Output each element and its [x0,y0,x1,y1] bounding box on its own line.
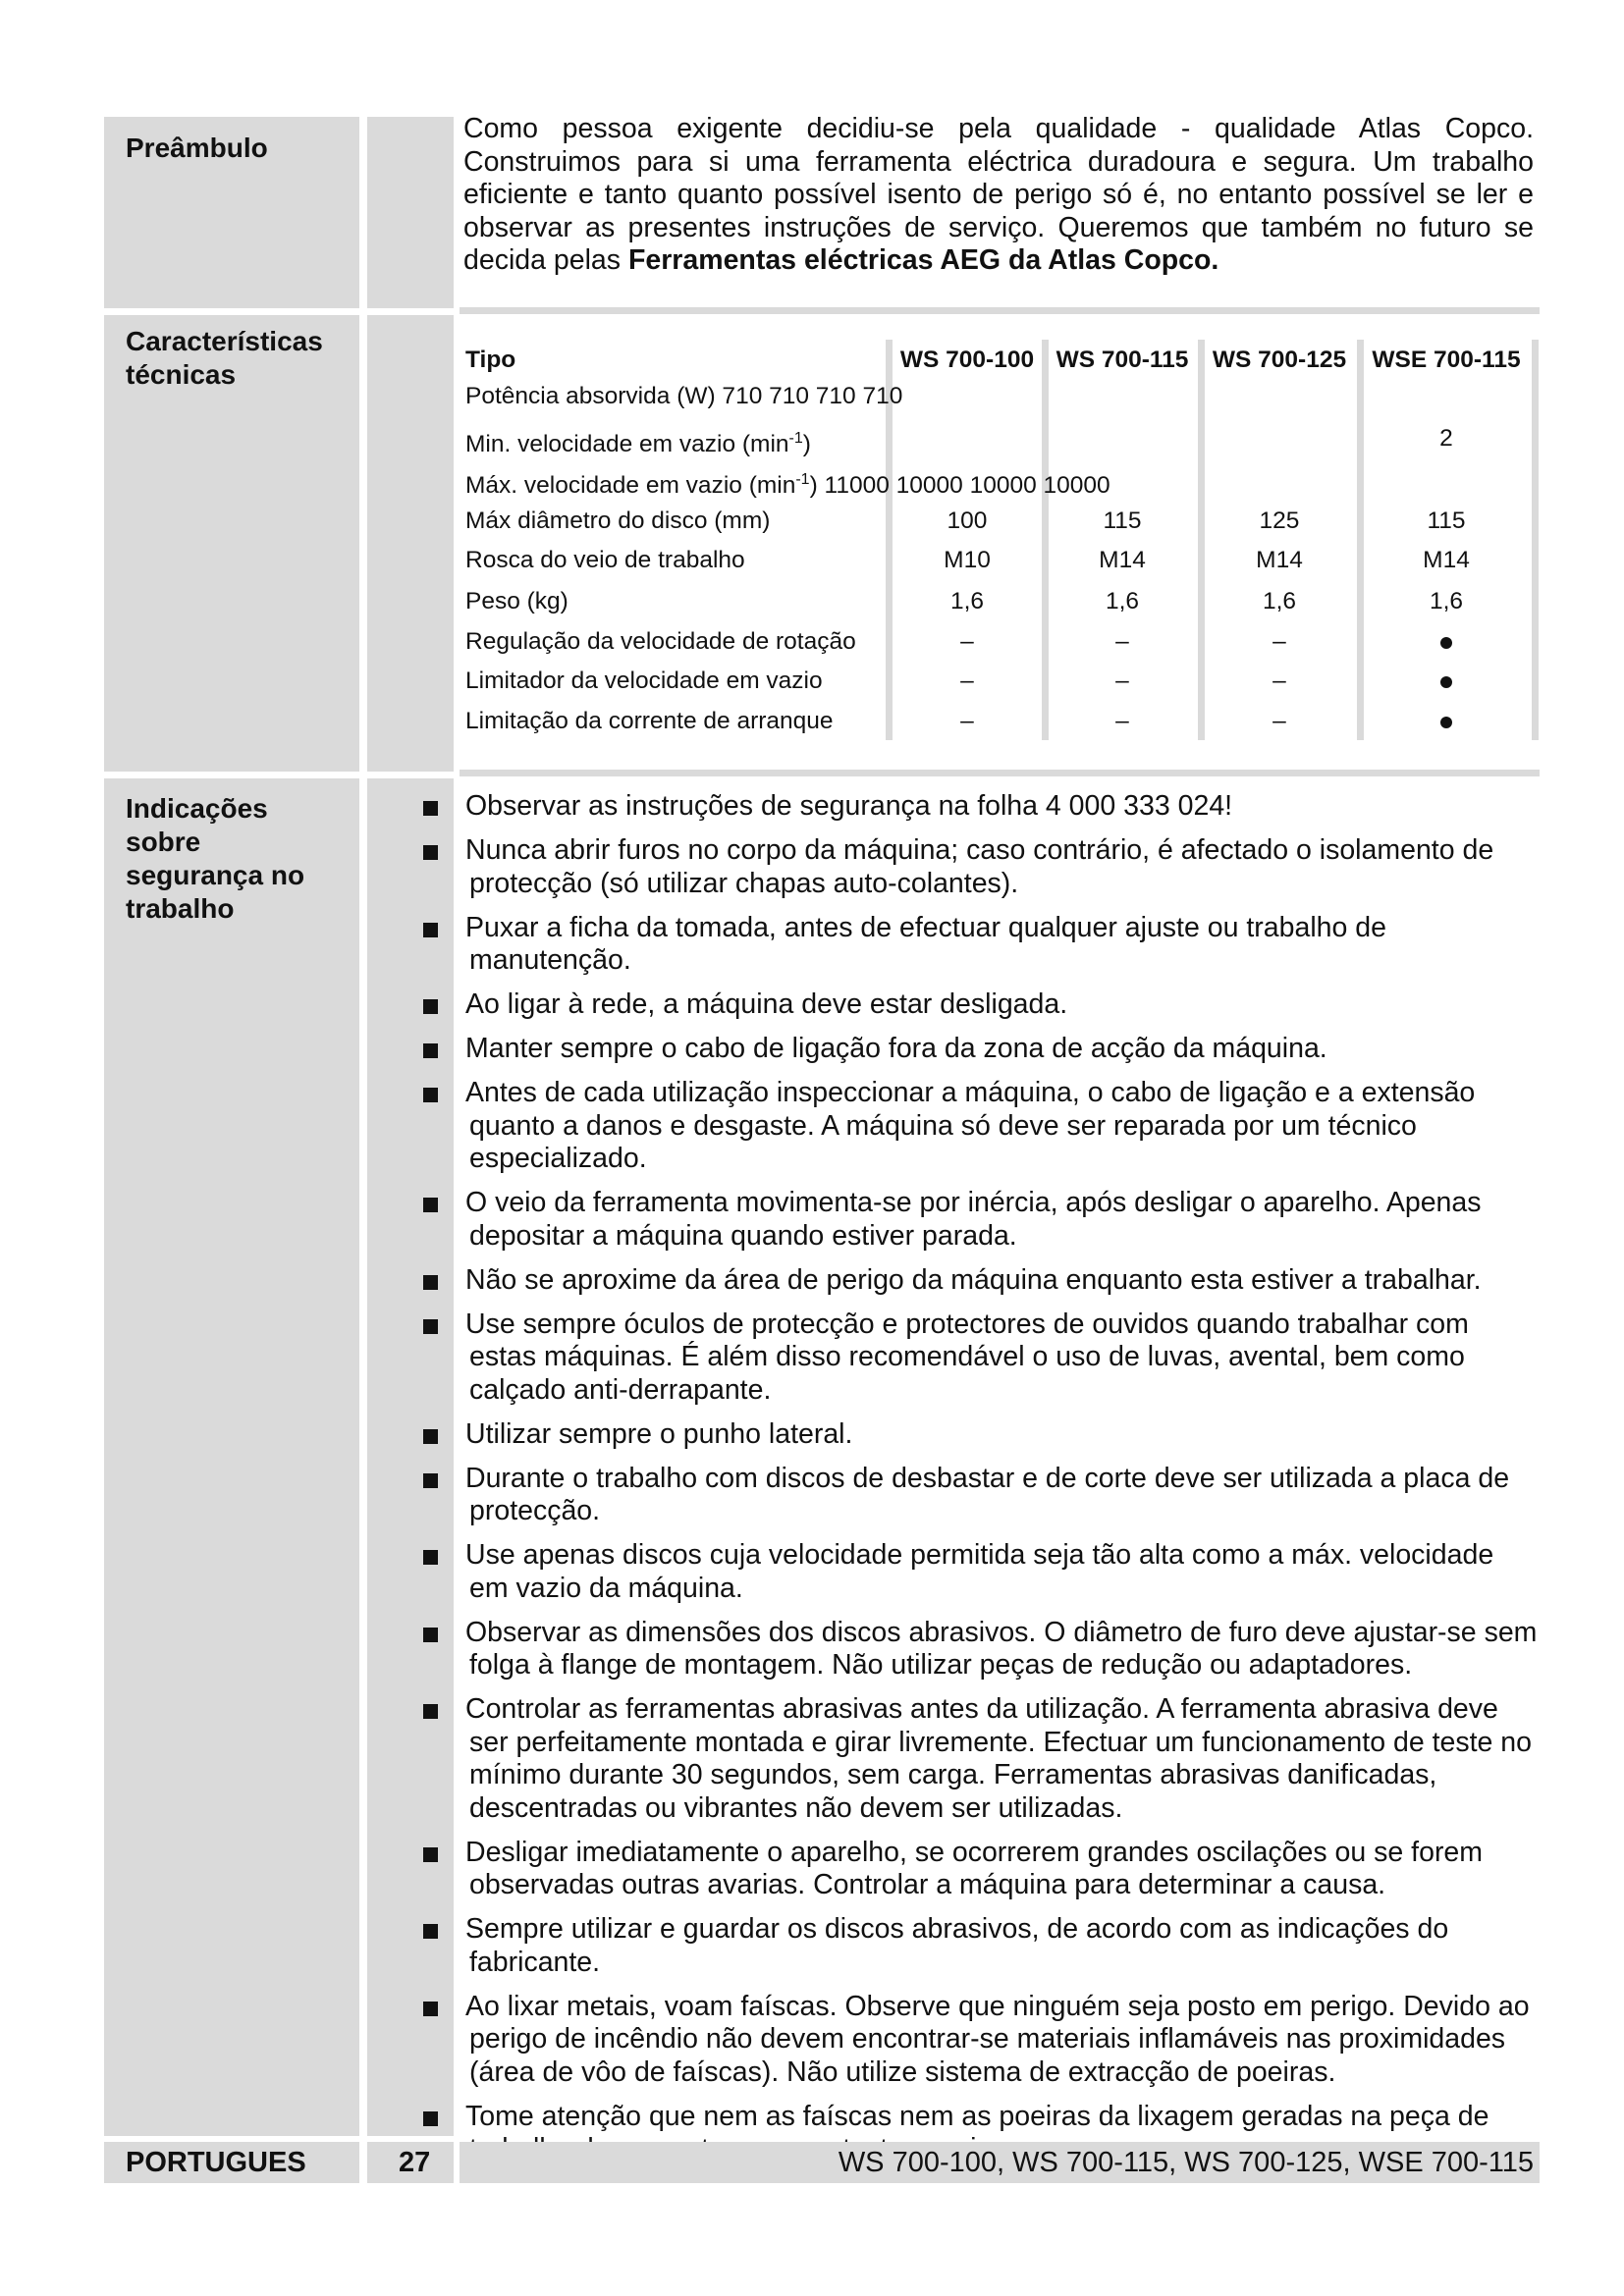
table-cell: 115 [1427,507,1466,534]
safety-item-text: Sempre utilizar e guardar os discos abrasivos, de acordo com as indicações do fabricante. [465,1913,1449,1978]
bullet-square-icon [423,1429,438,1444]
table-row-label [465,701,834,741]
safety-item [420,1264,1540,1298]
table-row-label [465,501,770,541]
table-cell: 2 [1439,425,1453,452]
section-title-safety: Indicações sobre segurança no trabalho [126,793,305,924]
bullet-square-icon [423,999,438,1014]
table-cell: 115 [1103,507,1142,534]
table-row-label [465,459,1110,506]
safety-item-text: Use apenas discos cuja velocidade permitida seja tão alta como a máx. velocidade em vazio da máquina. [465,1539,1494,1604]
preamble-gutter-bg [367,117,454,308]
bullet-square-icon [423,2002,438,2016]
table-row-label [465,540,745,580]
bullet-square-icon [423,1198,438,1212]
table-row-label [465,581,568,621]
table-cell: – [1115,628,1129,655]
preamble-text [463,113,1534,278]
safety-item [420,1033,1540,1066]
table-cell [1368,701,1525,741]
feature-dot-icon [1440,717,1452,728]
safety-item [420,834,1540,900]
safety-label-bg [104,778,359,2136]
table-row-label [465,621,856,662]
safety-item-text: Tome atenção que nem as faíscas nem as poeiras da lixagem geradas na peça de [465,2100,1489,2132]
table-row-label-sup: -1 [788,430,803,447]
safety-item [420,988,1540,1022]
safety-item-text: Observar as dimensões dos discos abrasivos. O diâmetro de furo deve ajustar-se sem folga à flange de montagem. Não utilizar peças de redução ou adaptadores. [465,1616,1538,1681]
safety-item [420,1539,1540,1605]
safety-item [420,1308,1540,1408]
bullet-square-icon [423,1319,438,1334]
bullet-square-icon [423,1550,438,1565]
table-cell: M10 [944,547,991,573]
table-cell: – [960,628,974,655]
bullet-square-icon [423,1088,438,1102]
table-bottom-rule [460,770,1540,776]
table-row-label-text: Peso (kg) [465,588,568,614]
safety-item-text: Não se aproxime da área de perigo da máquina enquanto esta estiver a trabalhar. [465,1263,1482,1296]
table-row-label-end: ) [802,431,811,458]
safety-item [420,912,1540,978]
table-cell: – [1272,628,1286,655]
table-row-label-text: Rosca do veio de trabalho [465,547,745,573]
safety-item-text: Use sempre óculos de protecção e protectores de ouvidos quando trabalhar com estas máquinas. É além disso recomendável o uso de luvas, avental, bem como calçado anti-derrapante. [465,1308,1469,1406]
section-title-tech: Características técnicas [126,326,323,390]
safety-item-text: Antes de cada utilização inspeccionar a máquina, o cabo de ligação e a extensão quanto a danos e desgaste. A máquina só deve ser reparada por um técnico especializado. [465,1077,1476,1174]
table-row-label-text: Máx. velocidade em vazio (min [465,472,796,500]
table-row-label-text: Limitação da corrente de arranque [465,708,834,734]
table-row-label-text: Máx diâmetro do disco (mm) [465,507,771,534]
table-cell: 1,6 [949,588,985,614]
table-row-label-end: ) 11000 10000 10000 10000 [809,472,1110,500]
bullet-square-icon [423,2111,438,2126]
table-row-label-sup: -1 [795,471,810,488]
bullet-square-icon [423,1473,438,1488]
table-cell: – [1272,667,1286,694]
safety-item-text: Utilizar sempre o punho lateral. [465,1417,853,1450]
safety-item [420,790,1540,824]
safety-item-text: Durante o trabalho com discos de desbastar e de corte deve ser utilizada a placa de protecção. [465,1462,1510,1526]
safety-item-text: O veio da ferramenta movimenta-se por inércia, após desligar o aparelho. Apenas depositar a máquina quando estiver parada. [465,1187,1482,1252]
table-header-model: WSE 700-115 [1372,347,1521,373]
footer-language: PORTUGUES [126,2147,306,2178]
safety-item [420,1418,1540,1452]
preamble-body: Como pessoa exigente decidiu-se pela qualidade - qualidade Atlas Copco. Construimos para si uma ferramenta eléctrica duradoura e segura. Um trabalho eficiente e tanto quanto possível isento de perigo só é, no entanto possível se ler e observar as presentes instruções de serviço. Queremos que também no futuro se decida pelas [463,113,1534,276]
safety-item-text: Puxar a ficha da tomada, antes de efectuar qualquer ajuste ou trabalho de manutenção. [465,911,1386,976]
bullet-square-icon [423,1628,438,1642]
table-cell: 1,6 [1262,588,1297,614]
safety-item [420,1913,1540,1979]
feature-dot-icon [1440,676,1452,688]
safety-item [420,1077,1540,1176]
table-cell: 1,6 [1105,588,1140,614]
table-row-label [465,418,811,464]
table-row-label-text: Min. velocidade em vazio (min [465,431,789,458]
bullet-square-icon [423,1043,438,1058]
safety-item [420,1187,1540,1253]
safety-item [420,1693,1540,1825]
table-cell: 125 [1259,507,1300,534]
table-col-separator [1357,340,1364,740]
bullet-square-icon [423,1275,438,1290]
table-cell: 100 [947,507,988,534]
tech-gutter-bg [367,315,454,772]
table-cell: – [1115,708,1129,734]
table-cell: – [960,708,974,734]
preamble-bold: Ferramentas eléctricas AEG da Atlas Copco. [627,244,1219,276]
table-row-label-text: Regulação da velocidade de rotação [465,628,856,655]
safety-item [420,1837,1540,1902]
safety-item-text: Manter sempre o cabo de ligação fora da zona de acção da máquina. [465,1033,1327,1064]
table-cell [1368,661,1525,701]
safety-item-text: Desligar imediatamente o aparelho, se ocorrerem grandes oscilações ou se forem observadas outras avarias. Controlar a máquina para determinar a causa. [465,1836,1484,1900]
table-top-rule [460,307,1540,314]
table-header-model: WS 700-115 [1056,347,1189,373]
table-cell: – [1272,708,1286,734]
safety-item-text: Nunca abrir furos no corpo da máquina; caso contrário, é afectado o isolamento de protecção (só utilizar chapas auto-colantes). [465,834,1494,899]
bullet-square-icon [423,845,438,860]
bullet-square-icon [423,923,438,937]
bullet-square-icon [423,1704,438,1719]
safety-list [420,790,1540,2177]
feature-dot-icon [1440,637,1452,649]
table-col-separator [1532,340,1539,740]
table-cell: M14 [1423,547,1470,573]
bullet-square-icon [423,1847,438,1862]
bullet-square-icon [423,801,438,816]
safety-item-text: Observar as instruções de segurança na folha 4 000 333 024! [465,790,1233,822]
table-header-model: WS 700-125 [1212,347,1347,373]
safety-item-text: Controlar as ferramentas abrasivas antes da utilização. A ferramenta abrasiva deve ser perfeitamente montada e girar livremente. Efectuar um funcionamento de teste no mínimo durante 30 segundos, sem carga. Ferramentas abrasivas danificadas, descentradas ou vibrantes não devem ser utilizadas. [465,1693,1532,1824]
table-header-model: WS 700-100 [899,347,1035,373]
table-cell [1368,621,1525,662]
table-cell: M14 [1099,547,1146,573]
bullet-square-icon [423,1924,438,1939]
table-cell: M14 [1256,547,1303,573]
safety-item [420,1991,1540,2090]
table-cell: – [1115,667,1129,694]
safety-item-text: Ao lixar metais, voam faíscas. Observe que ninguém seja posto em perigo. Devido ao perigo de incêndio não devem encontrar-se materiais inflamáveis nas proximidades (área de vôo de faíscas). Não utilize sistema de extracção de poeiras. [465,1990,1530,2088]
table-cell: 1,6 [1429,588,1464,614]
table-row-label-text: Potência absorvida (W) 710 710 710 710 [465,383,903,409]
table-row-label-text: Limitador da velocidade em vazio [465,667,823,694]
footer-models: WS 700-100, WS 700-115, WS 700-125, WSE 700-115 [838,2147,1534,2178]
safety-item [420,1463,1540,1528]
footer-page-number: 27 [399,2147,431,2178]
table-row-label [465,661,823,701]
safety-item-text: Ao ligar à rede, a máquina deve estar desligada. [465,988,1068,1020]
table-header-label: Tipo [465,347,516,373]
section-title-preamble: Preâmbulo [126,133,268,163]
table-cell: – [960,667,974,694]
safety-item [420,1617,1540,1682]
table-row-label [465,376,902,416]
